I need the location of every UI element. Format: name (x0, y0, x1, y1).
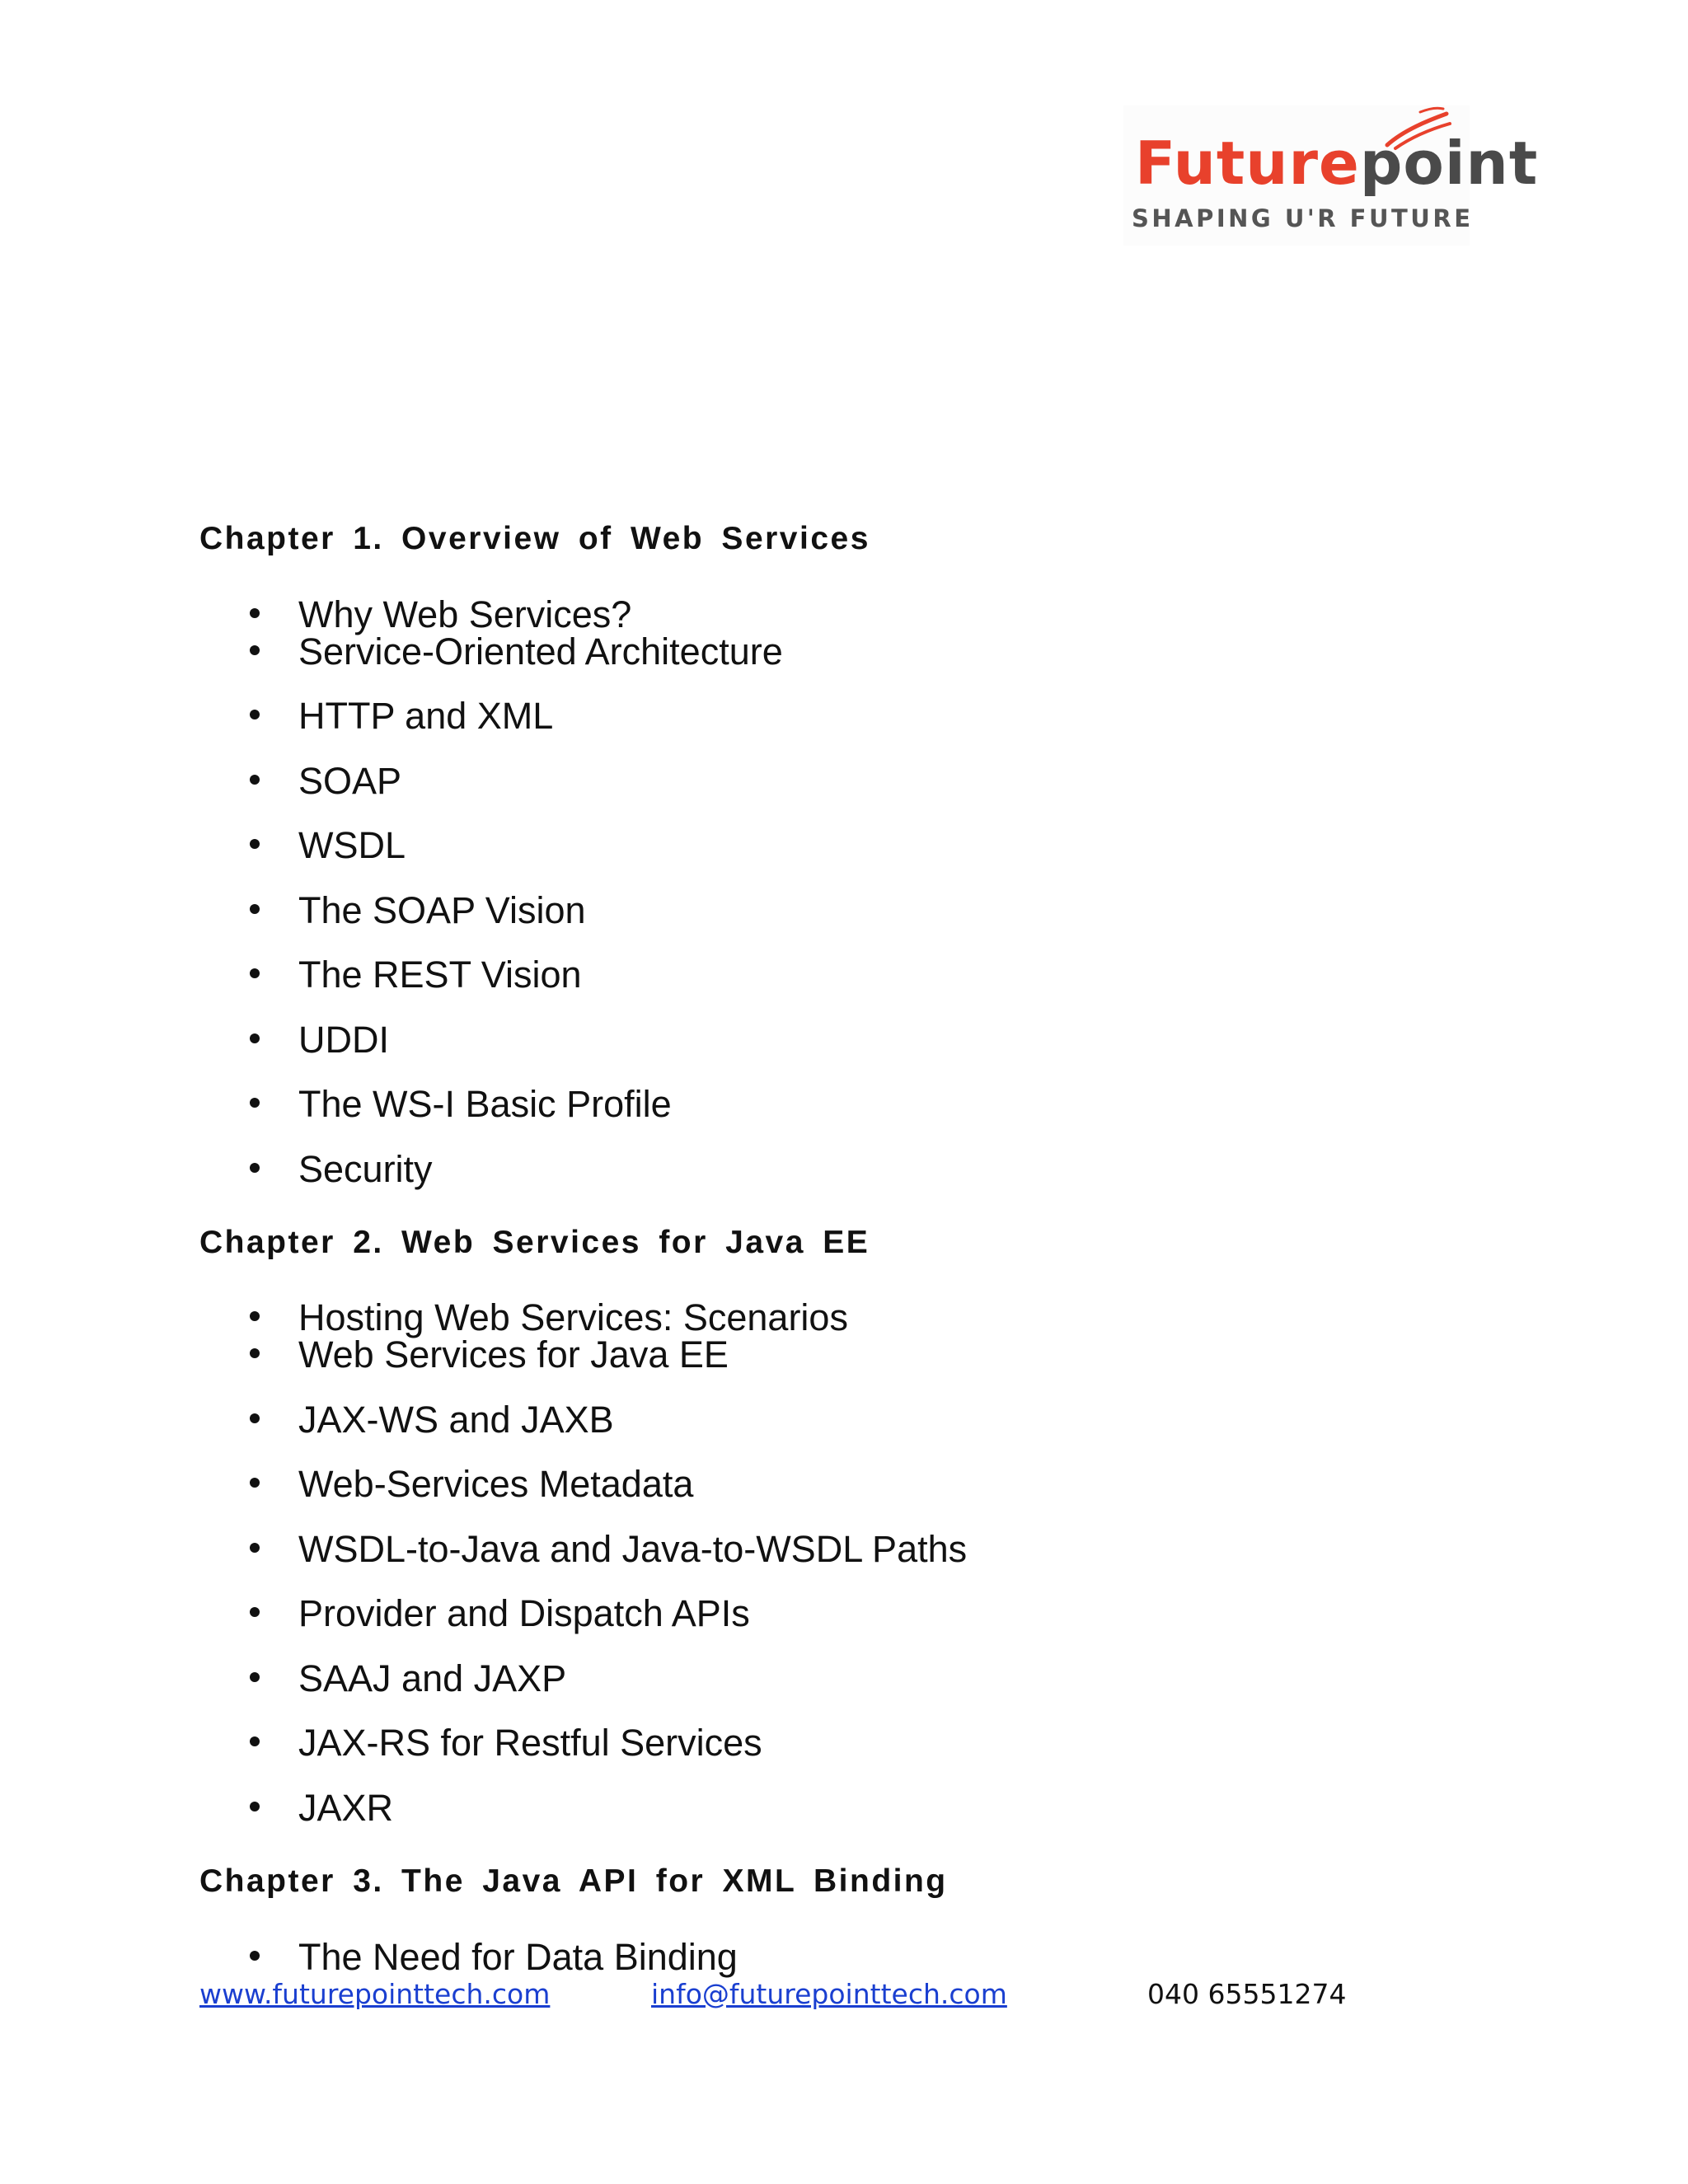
topic-text: Hosting Web Services: Scenarios (298, 1296, 848, 1338)
logo-tagline: SHAPING U'R FUTURE (1132, 204, 1474, 232)
list-item (0, 1463, 1154, 1506)
list-item (0, 1787, 1154, 1830)
bullet-icon (250, 645, 260, 655)
list-item (0, 1528, 1154, 1571)
bullet-icon (250, 839, 260, 849)
chapter-1-heading: Chapter 1. Overview of Web Services (199, 521, 870, 556)
bullet-icon (250, 1413, 260, 1423)
bullet-icon (250, 1802, 260, 1811)
bullet-icon (250, 1098, 260, 1108)
list-item (0, 1148, 1154, 1191)
topic-text: Web-Services Metadata (298, 1463, 694, 1505)
list-item (0, 1936, 1154, 1979)
bullet-icon (250, 710, 260, 719)
bullet-icon (250, 904, 260, 914)
list-item (0, 1333, 1154, 1376)
email-link[interactable]: info@futurepointtech.com (651, 1978, 1007, 2010)
bullet-icon (250, 1348, 260, 1358)
bullet-icon (250, 1033, 260, 1043)
topic-text: JAX-RS for Restful Services (298, 1722, 762, 1764)
bullet-icon (250, 1951, 260, 1961)
chapter-3-heading: Chapter 3. The Java API for XML Binding (199, 1863, 948, 1899)
list-item (0, 760, 1154, 803)
logo-wordmark (1135, 129, 1539, 198)
topic-text: The WS-I Basic Profile (298, 1083, 672, 1125)
bullet-icon (250, 1543, 260, 1553)
bullet-icon (250, 1736, 260, 1746)
topic-text: The SOAP Vision (298, 889, 586, 931)
company-logo (1123, 105, 1539, 246)
topic-text: JAXR (298, 1787, 394, 1829)
website-link[interactable]: www.futurepointtech.com (199, 1978, 551, 2010)
topic-text: Service-Oriented Architecture (298, 630, 783, 673)
list-item (0, 695, 1154, 738)
list-item (0, 824, 1154, 867)
logo-wordmark-future: Future (1135, 129, 1360, 198)
topic-text: Provider and Dispatch APIs (298, 1592, 750, 1634)
topic-text: The Need for Data Binding (298, 1936, 738, 1978)
page-footer (0, 1978, 1688, 2027)
topic-text: Web Services for Java EE (298, 1333, 729, 1376)
list-item (0, 1722, 1154, 1765)
logo-wordmark-point: point (1359, 129, 1539, 198)
topic-text: UDDI (298, 1019, 389, 1061)
bullet-icon (250, 1311, 260, 1321)
bullet-icon (250, 1672, 260, 1682)
bullet-icon (250, 1478, 260, 1488)
topic-text: WSDL-to-Java and Java-to-WSDL Paths (298, 1528, 968, 1570)
list-item (0, 889, 1154, 932)
list-item (0, 1657, 1154, 1700)
bullet-icon (250, 968, 260, 978)
chapter-2-heading: Chapter 2. Web Services for Java EE (199, 1225, 870, 1260)
topic-text: Security (298, 1148, 433, 1190)
list-item (0, 1083, 1154, 1126)
list-item (0, 1399, 1154, 1441)
topic-text: WSDL (298, 824, 406, 866)
topic-text: Why Web Services? (298, 593, 632, 635)
topic-text: HTTP and XML (298, 695, 554, 737)
bullet-icon (250, 1607, 260, 1617)
list-item (0, 1592, 1154, 1635)
topic-text: SOAP (298, 760, 402, 802)
list-item (0, 954, 1154, 996)
bullet-icon (250, 608, 260, 618)
topic-text: The REST Vision (298, 954, 582, 996)
topic-text: JAX-WS and JAXB (298, 1399, 614, 1441)
list-item (0, 630, 1154, 673)
bullet-icon (250, 1163, 260, 1173)
bullet-icon (250, 775, 260, 785)
list-item (0, 1019, 1154, 1062)
phone-number: 040 65551274 (1147, 1978, 1347, 2010)
topic-text: SAAJ and JAXP (298, 1657, 567, 1699)
